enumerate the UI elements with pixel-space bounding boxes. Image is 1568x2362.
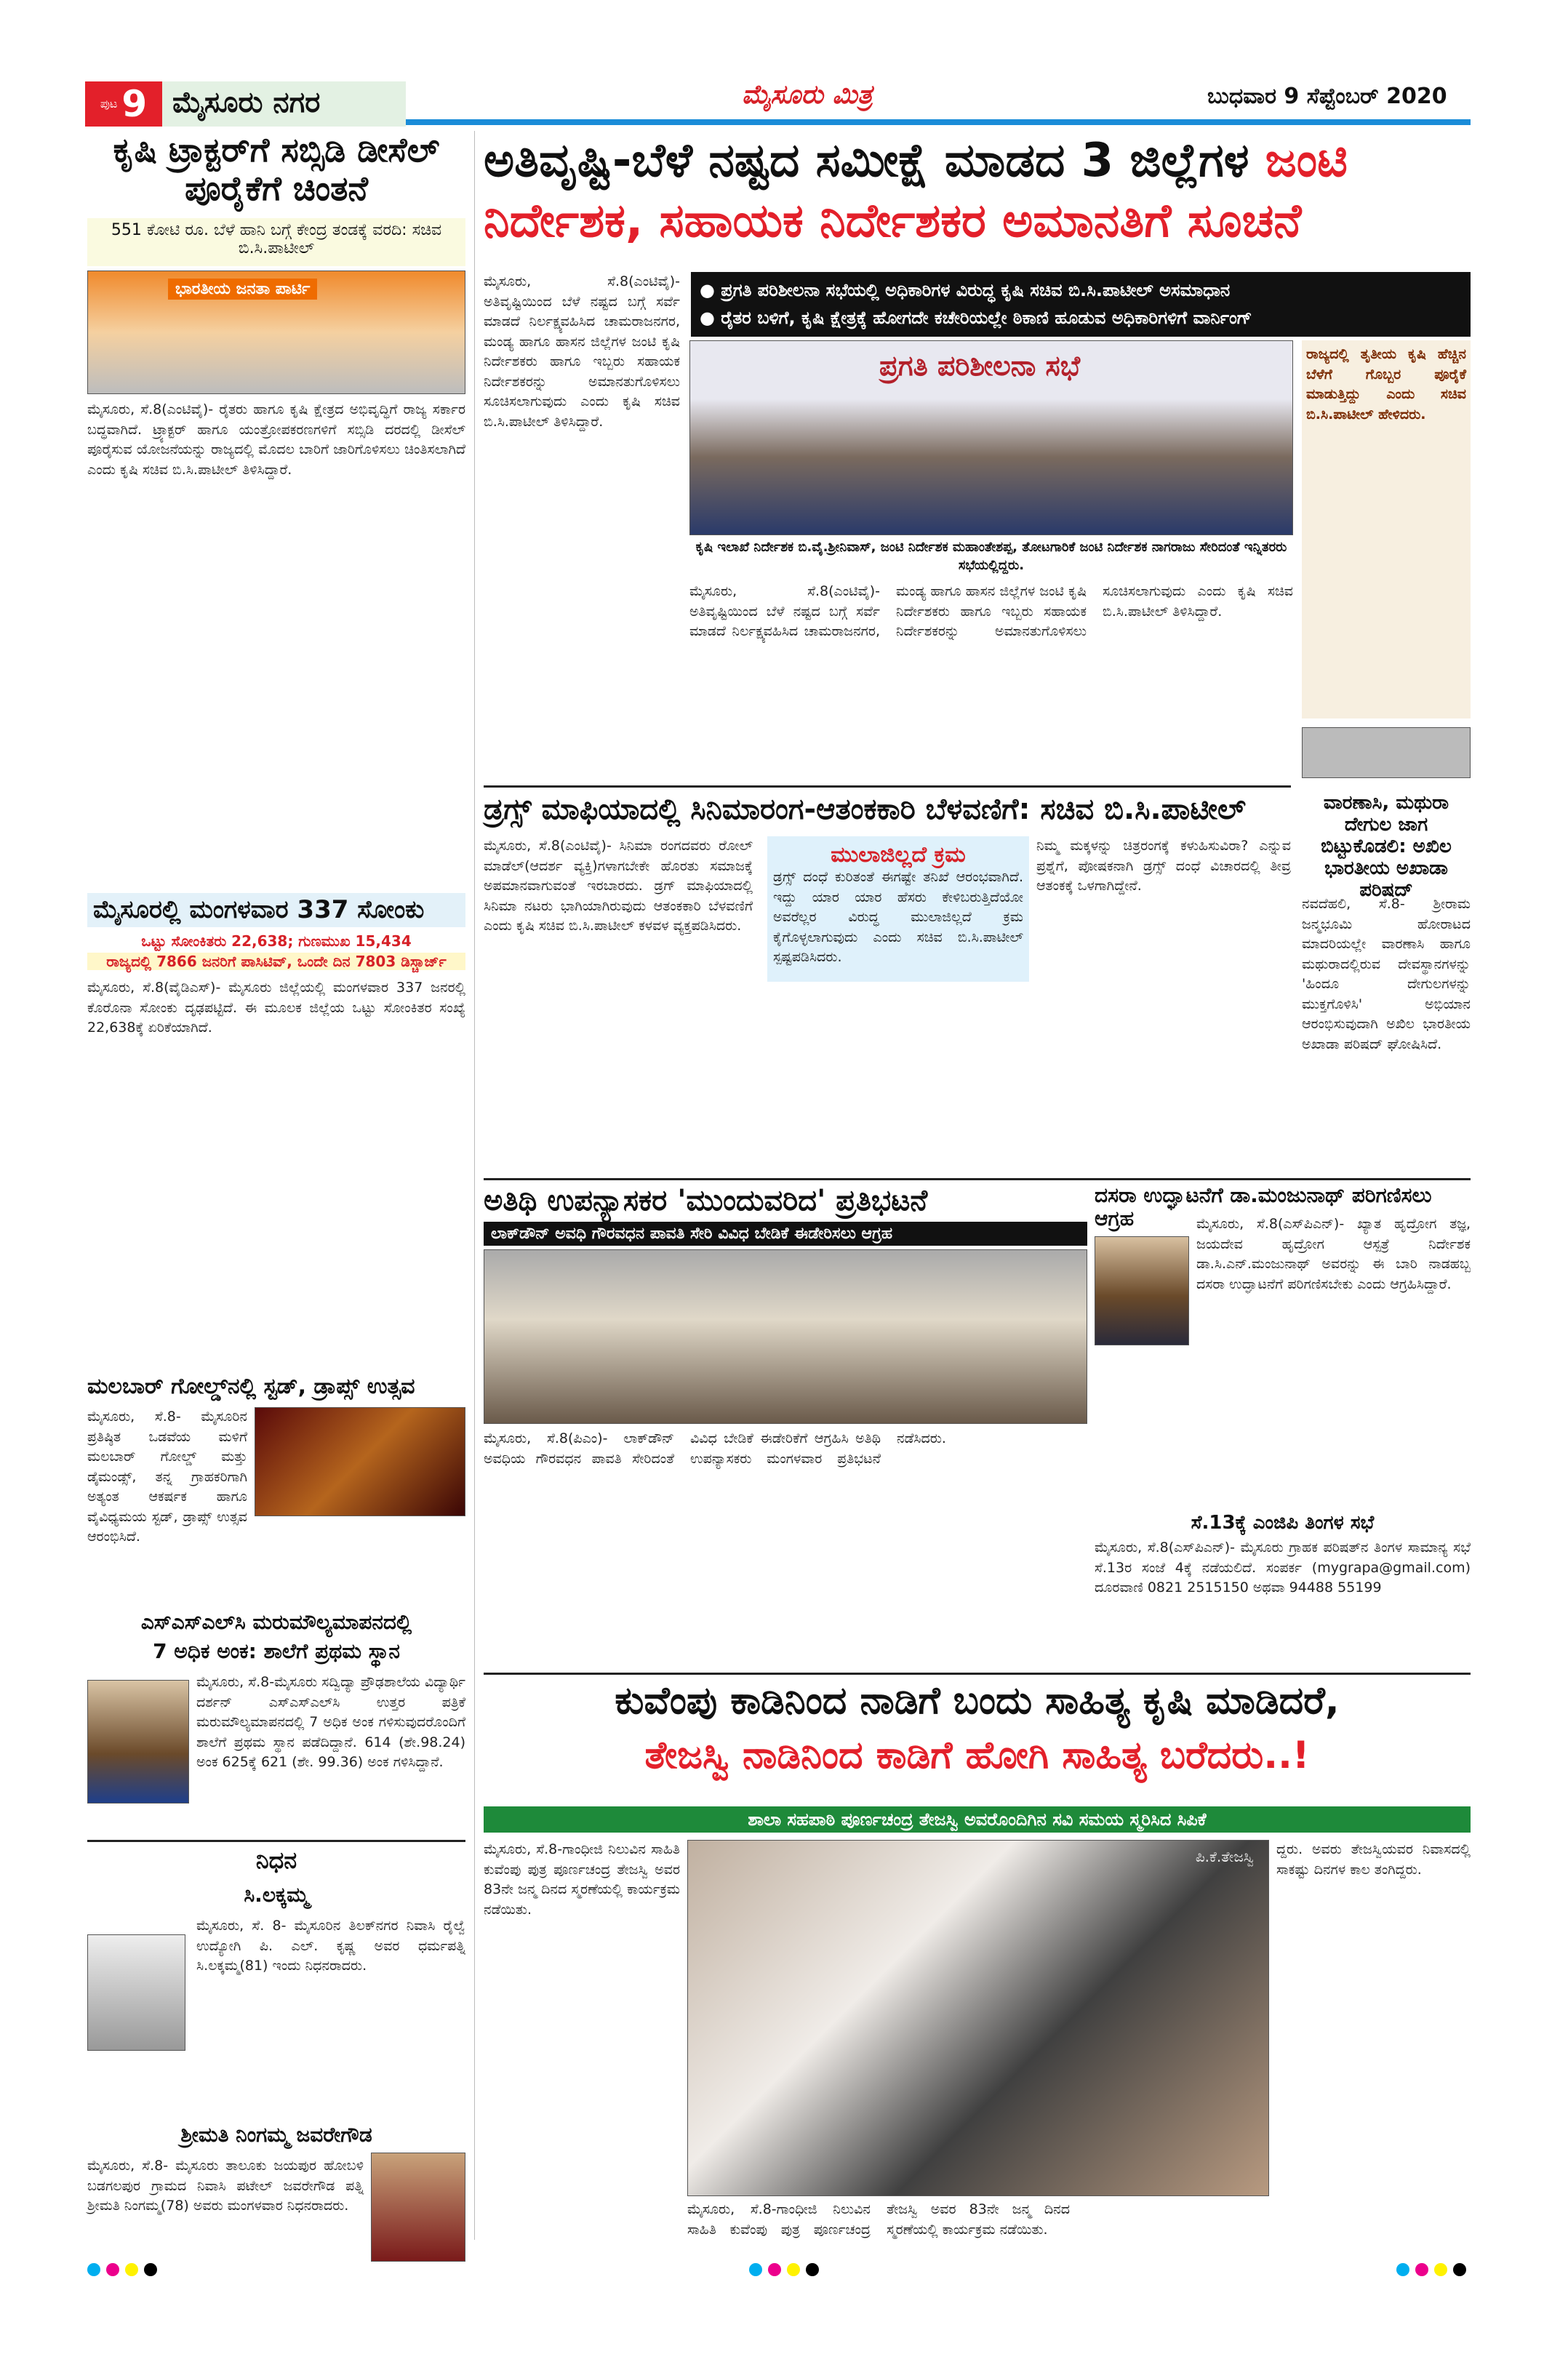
left-subhead: 551 ಕೋಟಿ ರೂ. ಬೆಳೆ ಹಾನಿ ಬಗ್ಗೆ ಕೇಂದ್ರ ತಂಡಕ್ಕೆ ವರದಿ: ಸಚಿವ ಬಿ.ಸಿ.ಪಾಟೀಲ್ xyxy=(87,218,465,266)
left-article-body: ಮೈಸೂರು, ಸೆ.8(ಎಂಟಿವೈ)- ರೈತರು ಹಾಗೂ ಕೃಷಿ ಕ್ಷೇತ್ರದ ಅಭಿವೃದ್ಧಿಗೆ ರಾಜ್ಯ ಸರ್ಕಾರ ಬದ್ಧವಾಗಿದೆ. ಟ್ರ್ಯಾಕ್ಟರ್ ಹಾಗೂ ಯಂತ್ರೋಪಕರಣಗಳಿಗೆ ಸಬ್ಸಿಡಿ ದರದಲ್ಲಿ ಡೀಸೆಲ್ ಪೂರೈಸುವ ಯೋಜನೆಯನ್ನು ರಾಜ್ಯದಲ್ಲಿ ಮೊದಲ ಬಾರಿಗೆ ಜಾರಿಗೊಳಿಸಲು ಚಿಂತಿಸಲಾಗಿದೆ ಎಂದು ಕೃಷಿ ಸಚಿವ ಬಿ.ಸಿ.ಪಾಟೀಲ್ ತಿಳಿಸಿದ್ದಾರೆ. xyxy=(87,401,465,478)
black-dot xyxy=(1453,2263,1466,2276)
yellow-dot xyxy=(125,2263,138,2276)
drug-body: ಮೈಸೂರು, ಸೆ.8(ಎಂಟಿವೈ)- ಸಿನಿಮಾ ರಂಗದವರು ರೋಲ್ ಮಾಡೆಲ್(ಆದರ್ಶ ವ್ಯಕ್ತಿ)ಗಳಾಗಬೇಕೇ ಹೊರತು ಸಮಾಜಕ್ಕೆ ಅಪಮಾನವಾಗುವಂತೆ ಇರಬಾರದು. ಡ್ರಗ್ ಮಾಫಿಯಾದಲ್ಲಿ ಸಿನಿಮಾ ನಟರು ಭಾಗಿಯಾಗಿರುವುದು ಆತಂಕಕಾರಿ ಬೆಳವಣಿಗೆ ಎಂದು ಕೃಷಿ ಸಚಿವ ಬಿ.ಸಿ.ಪಾಟೀಲ್ ಕಳವಳ ವ್ಯಕ್ತಪಡಿಸಿದರು. xyxy=(484,838,753,934)
obituary-2-photo xyxy=(371,2153,465,2262)
kuvempu-body-2: ದ್ದರು. ಅವರು ತೇಜಸ್ವಿಯವರ ನಿವಾಸದಲ್ಲಿ ಸಾಕಷ್ಟು ದಿನಗಳ ಕಾಲ ತಂಗಿದ್ದರು. xyxy=(1276,1841,1471,1878)
obituary-1-body: ಮೈಸೂರು, ಸೆ. 8- ಮೈಸೂರಿನ ತಿಲಕ್‌ನಗರ ನಿವಾಸಿ ರೈಲ್ವೆ ಉದ್ಯೋಗಿ ಪಿ. ಎಲ್. ಕೃಷ್ಣ ಅವರ ಧರ್ಮಪತ್ನಿ ಸಿ.ಲಕ್ಕಮ್ಮ(81) ಇಂದು ನಿಧನರಾದರು. xyxy=(196,1918,465,1974)
issue-date: ಬುಧವಾರ 9 ಸೆಪ್ಟೆಂಬರ್ 2020 xyxy=(1207,84,1447,109)
guest-body: ಮೈಸೂರು, ಸೆ.8(ಪಿಎಂ)- ಲಾಕ್‌ಡೌನ್ ಅವಧಿಯ ಗೌರವಧನ ಪಾವತಿ ಸೇರಿದಂತೆ ವಿವಿಧ ಬೇಡಿಕೆ ಈಡೇರಿಕೆಗೆ ಆಗ್ರಹಿಸಿ ಅತಿಥಿ ಉಪನ್ಯಾಸಕರು ಮಂಗಳವಾರ ಪ್ರತಿಭಟನೆ ನಡೆಸಿದರು. xyxy=(484,1430,946,1467)
dasara-headline: ದಸರಾ ಉದ್ಘಾಟನೆಗೆ ಡಾ.ಮಂಜುನಾಥ್ ಪರಿಗಣಿಸಲು ಆಗ್ರಹ xyxy=(1095,1183,1432,1231)
mgp-headline: ಸೆ.13ಕ್ಕೆ ಎಂಜಿಪಿ ತಿಂಗಳ ಸಭೆ xyxy=(1191,1512,1375,1534)
magenta-dot xyxy=(106,2263,119,2276)
meeting-banner: ಪ್ರಗತಿ ಪರಿಶೀಲನಾ ಸಭೆ xyxy=(879,350,1081,382)
divider xyxy=(484,785,1291,788)
guest-headline: ಅತಿಥಿ ಉಪನ್ಯಾಸಕರ 'ಮುಂದುವರಿದ' ಪ್ರತಿಭಟನೆ xyxy=(484,1184,928,1217)
color-registration-right xyxy=(1396,2263,1472,2279)
lead-bullets xyxy=(691,272,1471,337)
magenta-dot xyxy=(1415,2263,1428,2276)
photo-caption: ಕೃಷಿ ಇಲಾಖೆ ನಿರ್ದೇಶಕ ಬಿ.ವೈ.ಶ್ರೀನಿವಾಸ್, ಜಂಟಿ ನಿರ್ದೇಶಕ ಮಹಾಂತೇಶಪ್ಪ, ತೋಟಗಾರಿಕೆ ಜಂಟಿ ನಿರ್ದೇಶಕ ನಾಗರಾಜು ಸೇರಿದಂತೆ ಇನ್ನಿತರರು ಸಭೆಯಲ್ಲಿದ್ದರು. xyxy=(695,540,1287,574)
cyan-dot xyxy=(87,2263,100,2276)
drug-body-2: ನಿಮ್ಮ ಮಕ್ಕಳನ್ನು ಚಿತ್ರರಂಗಕ್ಕೆ ಕಳುಹಿಸುವಿರಾ? ಎನ್ನುವ ಪ್ರಶ್ನೆಗೆ, ಪೋಷಕನಾಗಿ ಡ್ರಗ್ಸ್ ದಂಧೆ ವಿಚಾರದಲ್ಲಿ ತೀವ್ರ ಆತಂಕಕ್ಕೆ ಒಳಗಾಗಿದ್ದೇನೆ. xyxy=(1036,838,1291,894)
guest-subhead: ಲಾಕ್‌ಡೌನ್ ಅವಧಿ ಗೌರವಧನ ಪಾವತಿ ಸೇರಿ ವಿವಿಧ ಬೇಡಿಕೆ ಈಡೇರಿಸಲು ಆಗ್ರಹ xyxy=(484,1222,1087,1246)
covid-stats: ಒಟ್ಟು ಸೋಂಕಿತರು 22,638; ಗುಣಮುಖ 15,434 xyxy=(141,932,412,950)
divider xyxy=(484,1673,1471,1675)
lead-bullet-2: ● ರೈತರ ಬಳಿಗೆ, ಕೃಷಿ ಕ್ಷೇತ್ರಕ್ಕೆ ಹೋಗದೇ ಕಚೇರಿಯಲ್ಲೇ ಠಿಕಾಣಿ ಹೂಡುವ ಅಧಿಕಾರಿಗಳಿಗೆ ವಾರ್ನಿಂಗ್ xyxy=(700,308,1252,329)
bjp-event-photo xyxy=(87,271,465,394)
obituary-title: ನಿಧನ xyxy=(255,1846,297,1874)
kuvempu-banner: ಶಾಲಾ ಸಹಪಾಠಿ ಪೂರ್ಣಚಂದ್ರ ತೇಜಸ್ವಿ ಅವರೊಂದಿಗಿನ ಸವಿ ಸಮಯ ಸ್ಮರಿಸಿದ ಸಿಪಿಕೆ xyxy=(484,1806,1471,1833)
page-label: ಪುಟ xyxy=(100,97,118,111)
lead-headline-red: ಜಂಟಿ xyxy=(1265,134,1348,188)
divider xyxy=(484,1178,1471,1180)
left-headline: ಕೃಷಿ ಟ್ರಾಕ್ಟರ್‌ಗೆ ಸಬ್ಸಿಡಿ ಡೀಸೆಲ್ ಪೂರೈಕೆಗೆ ಚಿಂತನೆ xyxy=(113,130,440,208)
mgp-body: ಮೈಸೂರು, ಸೆ.8(ಎಸ್‌ಪಿಎನ್)- ಮೈಸೂರು ಗ್ರಾಹಕ ಪರಿಷತ್‌ನ ತಿಂಗಳ ಸಾಮಾನ್ಯ ಸಭೆ ಸೆ.13ರ ಸಂಜೆ 4ಕ್ಕೆ ನಡೆಯಲಿದೆ. ಸಂಪರ್ಕ (mygrapa@gmail.com) ದೂರವಾಣಿ 0821 2515150 ಅಥವಾ 94488 55199 xyxy=(1095,1540,1471,1596)
protest-photo xyxy=(484,1249,1087,1424)
meeting-photo xyxy=(689,340,1293,535)
black-dot xyxy=(144,2263,157,2276)
kuvempu-body-3: ಮೈಸೂರು, ಸೆ.8-ಗಾಂಧೀಜಿ ನಿಲುವಿನ ಸಾಹಿತಿ ಕುವೆಂಪು ಪುತ್ರ ಪೂರ್ಣಚಂದ್ರ ತೇಜಸ್ವಿ ಅವರ 83ನೇ ಜನ್ಮ ದಿನದ ಸ್ಮರಣೆಯಲ್ಲಿ ಕಾರ್ಯಕ್ರಮ ನಡೆಯಿತು. xyxy=(687,2201,1070,2238)
covid-body: ಮೈಸೂರು, ಸೆ.8(ವೈಡಿಎಸ್)- ಮೈಸೂರು ಜಿಲ್ಲೆಯಲ್ಲಿ ಮಂಗಳವಾರ 337 ಜನರಲ್ಲಿ ಕೊರೊನಾ ಸೋಂಕು ದೃಢಪಟ್ಟಿದೆ. ಈ ಮೂಲಕ ಜಿಲ್ಲೆಯ ಒಟ್ಟು ಸೋಂಕಿತರ ಸಂಖ್ಯೆ 22,638ಕ್ಕೆ ಏರಿಕೆಯಾಗಿದೆ. xyxy=(87,980,465,1036)
yellow-dot xyxy=(787,2263,800,2276)
sidebox-title: ಮುಲಾಜಿಲ್ಲದೆ ಕ್ರಮ xyxy=(831,842,966,868)
page-number: 9 xyxy=(121,83,148,125)
sslc-headline-2: 7 ಅಧಿಕ ಅಂಕ: ಶಾಲೆಗೆ ಪ್ರಥಮ ಸ್ಥಾನ xyxy=(153,1639,400,1663)
color-registration-center xyxy=(749,2263,825,2279)
student-photo xyxy=(87,1680,189,1803)
covid-headline: ಮೈಸೂರಲ್ಲಿ ಮಂಗಳವಾರ 337 ಸೋಂಕು xyxy=(87,893,465,927)
divider xyxy=(87,1840,465,1842)
header-rule xyxy=(406,119,1471,125)
page-tag xyxy=(85,81,162,127)
cyan-dot xyxy=(1396,2263,1409,2276)
bjp-banner: ಭಾರತೀಯ ಜನತಾ ಪಾರ್ಟಿ xyxy=(168,279,317,300)
kashi-headline: ವಾರಣಾಸಿ, ಮಥುರಾ ದೇಗುಲ ಜಾಗ ಬಿಟ್ಟುಕೊಡಲಿ: ಅಖಿಲ ಭಾರತೀಯ ಅಖಾಡಾ ಪರಿಷದ್ xyxy=(1321,792,1452,901)
column-divider xyxy=(474,131,475,2240)
obituary-2-name: ಶ್ರೀಮತಿ ನಿಂಗಮ್ಮ ಜವರೇಗೌಡ xyxy=(180,2123,372,2147)
lead-body-cont: ಮೈಸೂರು, ಸೆ.8(ಎಂಟಿವೈ)- ಅತಿವೃಷ್ಟಿಯಿಂದ ಬೆಳೆ ನಷ್ಟದ ಬಗ್ಗೆ ಸರ್ವೆ ಮಾಡದೆ ನಿರ್ಲಕ್ಷ್ಯವಹಿಸಿದ ಚಾಮರಾಜನಗರ, ಮಂಡ್ಯ ಹಾಗೂ ಹಾಸನ ಜಿಲ್ಲೆಗಳ ಜಂಟಿ ಕೃಷಿ ನಿರ್ದೇಶಕರು ಹಾಗೂ ಇಬ್ಬರು ಸಹಾಯಕ ನಿರ್ದೇಶಕರನ್ನು ಅಮಾನತುಗೊಳಿಸಲು ಸೂಚಿಸಲಾಗುವುದು ಎಂದು ಕೃಷಿ ಸಚಿವ ಬಿ.ಸಿ.ಪಾಟೀಲ್ ತಿಳಿಸಿದ್ದಾರೆ. xyxy=(689,583,1293,640)
bullet-text: ಪ್ರಗತಿ ಪರಿಶೀಲನಾ ಸಭೆಯಲ್ಲಿ ಅಧಿಕಾರಿಗಳ ವಿರುದ್ಧ ಕೃಷಿ ಸಚಿವ ಬಿ.ಸಿ.ಪಾಟೀಲ್ ಅಸಮಾಧಾನ xyxy=(721,280,1231,300)
drug-sidebox xyxy=(767,836,1029,982)
malabar-body: ಮೈಸೂರು, ಸೆ.8- ಮೈಸೂರಿನ ಪ್ರತಿಷ್ಠಿತ ಒಡವೆಯ ಮಳಿಗೆ ಮಲಬಾರ್ ಗೋಲ್ಡ್ ಮತ್ತು ಡೈಮಂಡ್ಸ್, ತನ್ನ ಗ್ರಾಹಕರಿಗಾಗಿ ಅತ್ಯಂತ ಆಕರ್ಷಕ ಹಾಗೂ ವೈವಿಧ್ಯಮಯ ಸ್ಟಡ್, ಡ್ರಾಪ್ಸ್ ಉತ್ಸವ ಆರಂಭಿಸಿದೆ. xyxy=(87,1409,247,1545)
sslc-body: ಮೈಸೂರು, ಸೆ.8-ಮೈಸೂರು ಸದ್ವಿದ್ಯಾ ಪ್ರೌಢಶಾಲೆಯ ವಿದ್ಯಾರ್ಥಿ ದರ್ಶನ್ ಎಸ್‌ಎಸ್‌ಎಲ್‌ಸಿ ಉತ್ತರ ಪತ್ರಿಕೆ ಮರುಮೌಲ್ಯಮಾಪನದಲ್ಲಿ 7 ಅಧಿಕ ಅಂಕ ಗಳಿಸುವುದರೊಂದಿಗೆ ಶಾಲೆಗೆ ಪ್ರಥಮ ಸ್ಥಾನ ಪಡೆದಿದ್ದಾನೆ. 614 (ಶೇ.98.24) ಅಂಕ 625ಕ್ಕೆ 621 (ಶೇ. 99.36) ಅಂಕ ಗಳಿಸಿದ್ದಾನೆ. xyxy=(196,1674,465,1771)
photo-sign: ಪಿ.ಕೆ.ತೇಜಸ್ವಿ xyxy=(1195,1848,1254,1865)
lead-headline-red-2: ನಿರ್ದೇಶಕ, ಸಹಾಯಕ ನಿರ್ದೇಶಕರ ಅಮಾನತಿಗೆ ಸೂಚನೆ xyxy=(484,194,1302,249)
yellow-dot xyxy=(1434,2263,1447,2276)
color-registration-left xyxy=(87,2263,163,2279)
obituary-2-body: ಮೈಸೂರು, ಸೆ.8- ಮೈಸೂರು ತಾಲೂಕು ಜಯಪುರ ಹೋಬಳಿ ಬಡಗಲಪುರ ಗ್ರಾಮದ ನಿವಾಸಿ ಪಟೇಲ್ ಜವರೇಗೌಡ ಪತ್ನಿ ಶ್ರೀಮತಿ ನಿಂಗಮ್ಮ(78) ಅವರು ಮಂಗಳವಾರ ನಿಧನರಾದರು. xyxy=(87,2158,364,2214)
sidebox-body: ಡ್ರಗ್ಸ್ ದಂಧೆ ಕುರಿತಂತೆ ಈಗಷ್ಟೇ ತನಿಖೆ ಆರಂಭವಾಗಿದೆ. ಇದ್ದು ಯಾರ ಯಾರ ಹೆಸರು ಕೇಳಿಬರುತ್ತಿದೆಯೋ ಅವರೆಲ್ಲರ ವಿರುದ್ಧ ಮುಲಾಜಿಲ್ಲದೆ ಕ್ರಮ ಕೈಗೊಳ್ಳಲಾಗುವುದು ಎಂದು ಸಚಿವ ಬಿ.ಸಿ.ಪಾಟೀಲ್ ಸ್ಪಷ್ಟಪಡಿಸಿದರು. xyxy=(773,869,1023,966)
magenta-dot xyxy=(768,2263,781,2276)
kuvempu-body: ಮೈಸೂರು, ಸೆ.8-ಗಾಂಧೀಜಿ ನಿಲುವಿನ ಸಾಹಿತಿ ಕುವೆಂಪು ಪುತ್ರ ಪೂರ್ಣಚಂದ್ರ ತೇಜಸ್ವಿ ಅವರ 83ನೇ ಜನ್ಮ ದಿನದ ಸ್ಮರಣೆಯಲ್ಲಿ ಕಾರ್ಯಕ್ರಮ ನಡೆಯಿತು. xyxy=(484,1841,680,1918)
jewellery-photo xyxy=(255,1407,465,1516)
lead-headline-black: ಅತಿವೃಷ್ಟಿ-ಬೆಳೆ ನಷ್ಟದ ಸಮೀಕ್ಷೆ ಮಾಡದ 3 ಜಿಲ್ಲೆಗಳ xyxy=(484,134,1249,188)
dasara-body: ಮೈಸೂರು, ಸೆ.8(ಎಸ್‌ಪಿಎನ್)- ಖ್ಯಾತ ಹೃದ್ರೋಗ ತಜ್ಞ, ಜಯದೇವ ಹೃದ್ರೋಗ ಆಸ್ಪತ್ರೆ ನಿರ್ದೇಶಕ ಡಾ.ಸಿ.ಎನ್.ಮಂಜುನಾಥ್ ಅವರನ್ನು ಈ ಬಾರಿ ನಾಡಹಬ್ಬ ದಸರಾ ಉದ್ಘಾಟನೆಗೆ ಪರಿಗಣಿಸಬೇಕು ಎಂದು ಆಗ್ರಹಿಸಿದ್ದಾರೆ. xyxy=(1196,1216,1471,1292)
drug-headline: ಡ್ರಗ್ಸ್ ಮಾಫಿಯಾದಲ್ಲಿ ಸಿನಿಮಾರಂಗ-ಆತಂಕಕಾರಿ ಬೆಳವಣಿಗೆ: ಸಚಿವ ಬಿ.ಸಿ.ಪಾಟೀಲ್ xyxy=(484,793,1246,826)
section-title: ಮೈಸೂರು ನಗರ xyxy=(162,81,406,127)
lead-side-text: ರಾಜ್ಯದಲ್ಲಿ ತೃತೀಯ ಕೃಷಿ ಹೆಚ್ಚಿನ ಬೆಳೆಗೆ ಗೊಬ್ಬರ ಪೂರೈಕೆ ಮಾಡುತ್ತಿದ್ದು ಎಂದು ಸಚಿವ ಬಿ.ಸಿ.ಪಾಟೀಲ್ ಹೇಳಿದರು. xyxy=(1302,340,1471,718)
manjunath-photo xyxy=(1095,1236,1189,1345)
kuvempu-headline-1: ಕುವೆಂಪು ಕಾಡಿನಿಂದ ನಾಡಿಗೆ ಬಂದು ಸಾಹಿತ್ಯ ಕೃಷಿ ಮಾಡಿದರೆ, xyxy=(615,1679,1340,1723)
lead-body: ಮೈಸೂರು, ಸೆ.8(ಎಂಟಿವೈ)- ಅತಿವೃಷ್ಟಿಯಿಂದ ಬೆಳೆ ನಷ್ಟದ ಬಗ್ಗೆ ಸರ್ವೆ ಮಾಡದೆ ನಿರ್ಲಕ್ಷ್ಯವಹಿಸಿದ ಚಾಮರಾಜನಗರ, ಮಂಡ್ಯ ಹಾಗೂ ಹಾಸನ ಜಿಲ್ಲೆಗಳ ಜಂಟಿ ಕೃಷಿ ನಿರ್ದೇಶಕರು ಹಾಗೂ ಇಬ್ಬರು ಸಹಾಯಕ ನಿರ್ದೇಶಕರನ್ನು ಅಮಾನತುಗೊಳಿಸಲು ಸೂಚಿಸಲಾಗುವುದು ಎಂದು ಕೃಷಿ ಸಚಿವ ಬಿ.ಸಿ.ಪಾಟೀಲ್ ತಿಳಿಸಿದ್ದಾರೆ. xyxy=(484,273,680,430)
sslc-headline-1: ಎಸ್‌ಎಸ್‌ಎಲ್‌ಸಿ ಮರುಮೌಲ್ಯಮಾಪನದಲ್ಲಿ xyxy=(140,1610,412,1634)
malabar-headline: ಮಲಬಾರ್ ಗೋಲ್ಡ್‌ನಲ್ಲಿ ಸ್ಟಡ್, ಡ್ರಾಪ್ಸ್ ಉತ್ಸವ xyxy=(87,1374,415,1399)
kashi-body: ನವದೆಹಲಿ, ಸೆ.8- ಶ್ರೀರಾಮ ಜನ್ಮಭೂಮಿ ಹೋರಾಟದ ಮಾದರಿಯಲ್ಲೇ ವಾರಣಾಸಿ ಹಾಗೂ ಮಥುರಾದಲ್ಲಿರುವ ದೇವಸ್ಥಾನಗಳನ್ನು 'ಹಿಂದೂ ದೇಗುಲಗಳನ್ನು ಮುಕ್ತಗೊಳಿಸಿ' ಅಭಿಯಾನ ಆರಂಭಿಸುವುದಾಗಿ ಅಖಿಲ ಭಾರತೀಯ ಅಖಾಡಾ ಪರಿಷದ್ ಘೋಷಿಸಿದೆ. xyxy=(1302,896,1471,1052)
lead-bullet-1: ● ಪ್ರಗತಿ ಪರಿಶೀಲನಾ ಸಭೆಯಲ್ಲಿ ಅಧಿಕಾರಿಗಳ ವಿರುದ್ಧ ಕೃಷಿ ಸಚಿವ ಬಿ.ಸಿ.ಪಾಟೀಲ್ ಅಸಮಾಧಾನ xyxy=(700,280,1231,300)
covid-state: ರಾಜ್ಯದಲ್ಲಿ 7866 ಜನರಿಗೆ ಪಾಸಿಟಿವ್, ಒಂದೇ ದಿನ 7803 ಡಿಸ್ಚಾರ್ಜ್ xyxy=(87,953,465,970)
black-dot xyxy=(806,2263,819,2276)
tejaswi-photo xyxy=(687,1840,1269,2196)
lead-headline xyxy=(484,131,1473,252)
cyan-dot xyxy=(749,2263,762,2276)
kuvempu-headline-2: ತೇಜಸ್ವಿ ನಾಡಿನಿಂದ ಕಾಡಿಗೆ ಹೋಗಿ ಸಾಹಿತ್ಯ ಬರೆದರು..! xyxy=(644,1734,1310,1777)
obituary-1-photo xyxy=(87,1934,185,2051)
side-photo xyxy=(1302,727,1471,778)
obituary-1-name: ಸಿ.ಲಕ್ಕಮ್ಮ xyxy=(244,1883,309,1907)
masthead-logo: ಮೈಸೂರು ಮಿತ್ರ xyxy=(742,80,873,110)
bullet-text: ರೈತರ ಬಳಿಗೆ, ಕೃಷಿ ಕ್ಷೇತ್ರಕ್ಕೆ ಹೋಗದೇ ಕಚೇರಿಯಲ್ಲೇ ಠಿಕಾಣಿ ಹೂಡುವ ಅಧಿಕಾರಿಗಳಿಗೆ ವಾರ್ನಿಂಗ್ xyxy=(721,308,1252,329)
